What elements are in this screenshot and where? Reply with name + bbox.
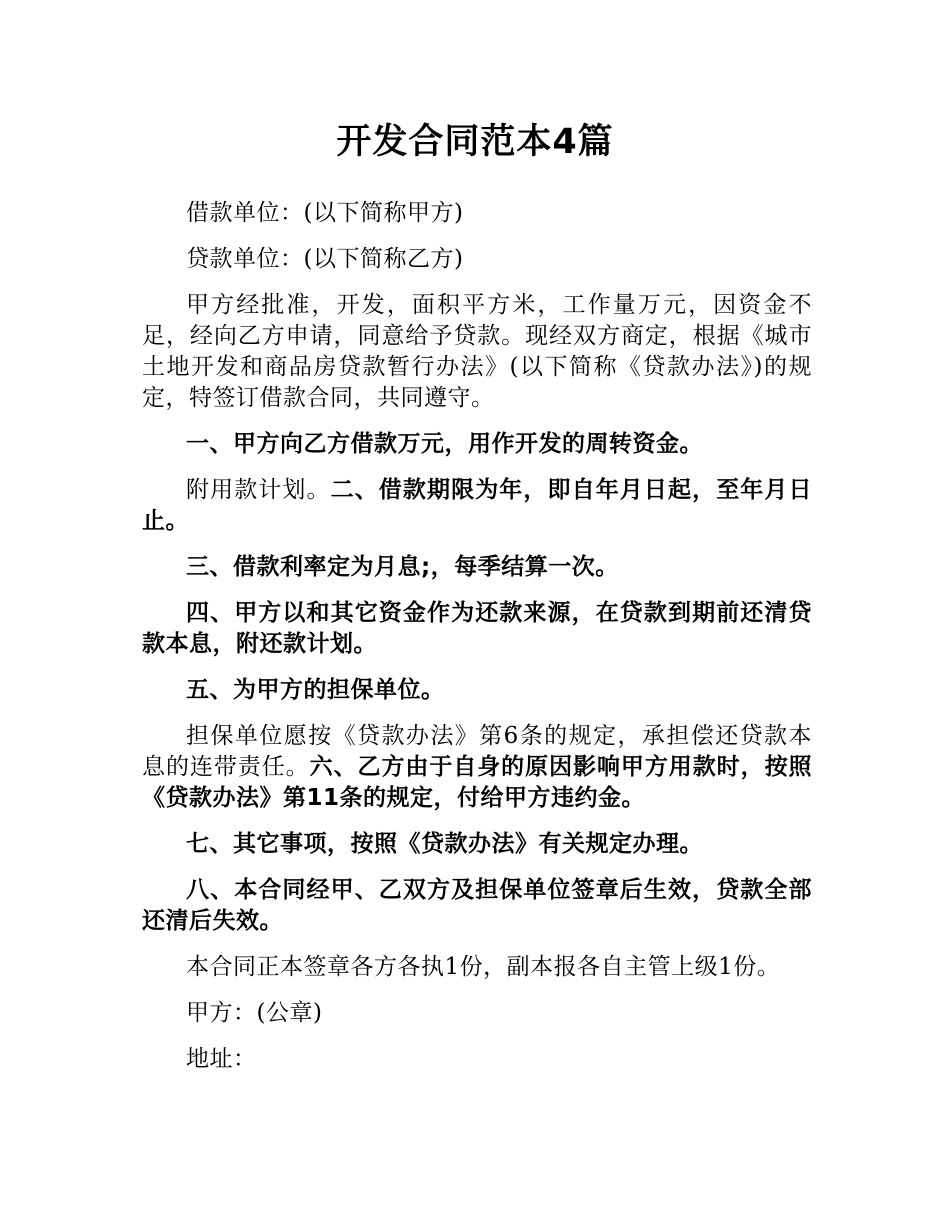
- clause-3: [142, 552, 812, 583]
- copies-text: 本合同正本签章各方各执1份，副本报各自主管上级1份。: [186, 954, 781, 980]
- clause-6: [142, 721, 812, 814]
- clause-4-text: 四、甲方以和其它资金作为还款来源，在贷款到期前还清贷款本息，附还款计划。: [142, 600, 812, 657]
- clause-6-text: 六、乙方由于自身的原因影响甲方用款时，按照《贷款办法》第11条的规定，付给甲方违约金。: [142, 754, 813, 811]
- borrower-text: 借款单位：(以下简称甲方): [186, 200, 464, 226]
- preamble-text: 甲方经批准，开发，面积平方米，工作量万元，因资金不足，经向乙方申请，同意给予贷款。现经双方商定，根据《城市土地开发和商品房贷款暂行办法》(以下简称《贷款办法》)的规定，特签订借款合同，共同遵守。: [142, 292, 812, 411]
- document-title: 开发合同范本4篇: [336, 122, 614, 162]
- clause-8-text: 八、本合同经甲、乙双方及担保单位签章后生效，贷款全部还清后失效。: [142, 877, 812, 934]
- clause-1-text: 一、甲方向乙方借款万元，用作开发的周转资金。: [186, 431, 703, 457]
- paragraph-preamble: [142, 290, 812, 414]
- party-a-seal-text: 甲方：(公章): [186, 1000, 323, 1026]
- clause-5: [142, 675, 812, 706]
- guarantor-text: 担保单位愿按《贷款办法》第6条的规定，承担偿还贷款本息的连带责任。: [142, 723, 812, 780]
- lender-text: 贷款单位：(以下简称乙方): [186, 246, 464, 272]
- paragraph-lender: [142, 244, 812, 275]
- clause-1: [142, 429, 812, 460]
- paragraph-copies: [142, 952, 812, 983]
- usage-plan-text: 附用款计划。: [186, 477, 331, 503]
- clause-8: [142, 875, 812, 937]
- clause-7-text: 七、其它事项，按照《贷款办法》有关规定办理。: [186, 831, 703, 857]
- party-a-address: [142, 1044, 812, 1075]
- document-body: [142, 198, 812, 1090]
- clause-3-text: 三、借款利率定为月息;，每季结算一次。: [186, 554, 619, 580]
- paragraph-borrower: [142, 198, 812, 229]
- clause-2-text: 二、借款期限为年，即自年月日起，至年月日止。: [142, 477, 813, 534]
- clause-2: [142, 475, 812, 537]
- clause-7: [142, 829, 812, 860]
- party-a-address-text: 地址：: [186, 1046, 257, 1072]
- clause-5-text: 五、为甲方的担保单位。: [186, 677, 445, 703]
- clause-4: [142, 598, 812, 660]
- party-a-seal: [142, 998, 812, 1029]
